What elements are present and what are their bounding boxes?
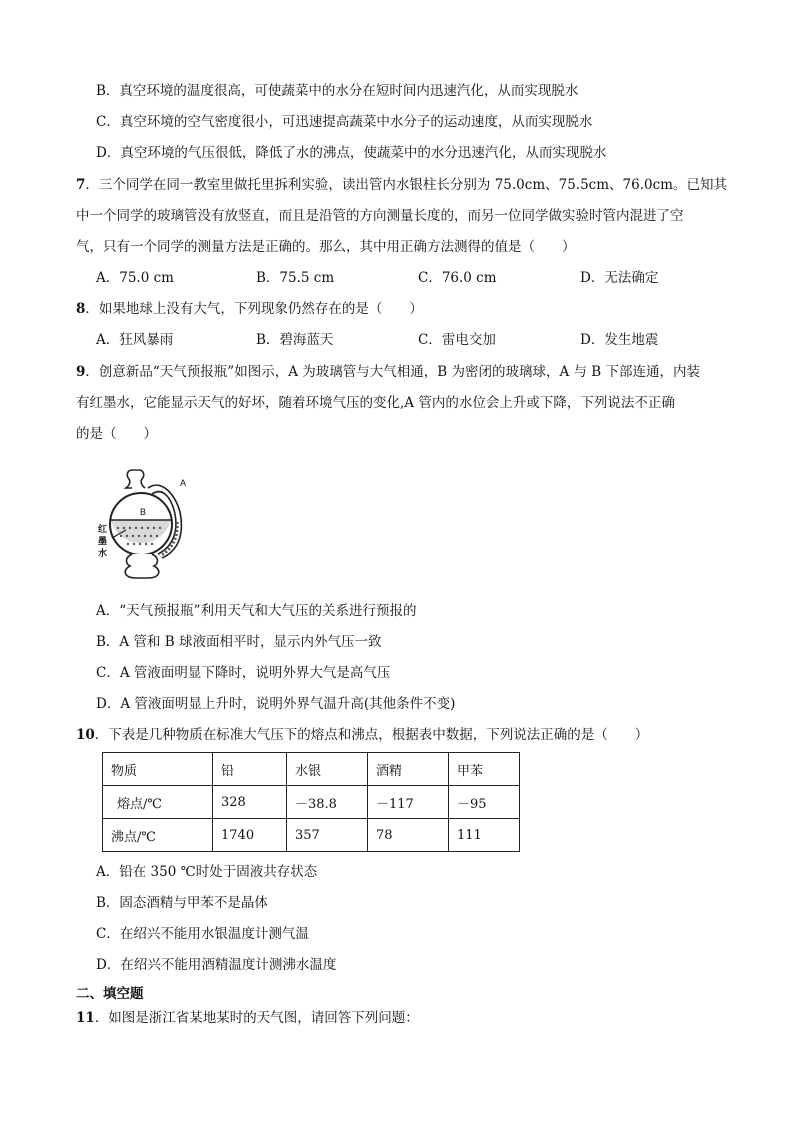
q10-number: 10 [76, 727, 95, 743]
table-header-cell: 酒精 [368, 753, 449, 786]
q9-option-a: A．“天气预报瓶”利用天气和大气压的关系进行预报的 [96, 603, 417, 619]
q9-line-3: 的是（ ） [76, 426, 157, 442]
q10-line-1 [76, 725, 648, 745]
table-header-row [103, 753, 520, 786]
q10-text-1: ．下表是几种物质在标准大气压下的熔点和沸点，根据表中数据，下列说法正确的是（ ） [94, 727, 649, 743]
q9-option-b: B．A 管和 B 球液面相平时，显示内外气压一致 [96, 634, 382, 650]
q7-option-c: C．76.0 cm [418, 270, 497, 286]
q9-option-c: C．A 管液面明显下降时，说明外界大气是高气压 [96, 665, 391, 681]
table-header-cell: 物质 [103, 753, 213, 786]
q6-option-c: C．真空环境的空气密度很小，可迅速提高蔬菜中水分子的运动速度，从而实现脱水 [96, 114, 593, 130]
q7-text-1: ．三个同学在同一教室里做托里拆利实验，读出管内水银柱长分别为 75.0cm、75.5cm、76.0cm。已知其 [85, 177, 727, 193]
label-b: B [140, 507, 147, 517]
q9-line-1 [76, 362, 700, 382]
q10-option-c: C．在绍兴不能用水银温度计测气温 [96, 926, 309, 942]
q9-text-1: ．创意新品“天气预报瓶”如图示，A 为玻璃管与大气相通，B 为密闭的玻璃球，A 与 B 下部连通，内装 [85, 364, 701, 380]
q6-option-b: B．真空环境的温度很高，可使蔬菜中的水分在短时间内迅速汽化，从而实现脱水 [96, 83, 579, 99]
section-title: 二、填空题 [76, 986, 144, 1002]
table-row [103, 819, 520, 852]
label-ink-3: 水 [98, 549, 108, 559]
table-cell: 沸点/℃ [103, 819, 213, 852]
q11-number: 11 [76, 1010, 95, 1026]
q9-option-d: D．A 管液面明显上升时，说明外界气温升高(其他条件不变) [96, 696, 456, 712]
q10-option-b: B．固态酒精与甲苯不是晶体 [96, 895, 268, 911]
q9-line-2: 有红墨水，它能显示天气的好坏，随着环境气压的变化,A 管内的水位会上升或下降，下列说法不正确 [76, 395, 675, 411]
table-header-cell: 铅 [213, 753, 287, 786]
table-cell: 78 [368, 819, 449, 852]
table-row [103, 786, 520, 819]
table-cell: 328 [213, 786, 287, 819]
q7-number: 7 [76, 177, 86, 193]
q6-option-d: D．真空环境的气压很低，降低了水的沸点，使蔬菜中的水分迅速汽化，从而实现脱水 [96, 145, 607, 161]
table-cell: 111 [449, 819, 520, 852]
melting-boiling-table [102, 752, 520, 852]
q8-text-1: ．如果地球上没有大气，下列现象仍然存在的是（ ） [85, 301, 423, 317]
q11-line-1 [76, 1008, 419, 1028]
q8-option-c: C．雷电交加 [418, 332, 496, 348]
q10-option-d: D．在绍兴不能用酒精温度计测沸水温度 [96, 957, 337, 973]
q9-number: 9 [76, 364, 86, 380]
table-cell: －38.8 [287, 786, 368, 819]
q10-option-a: A．铅在 350 ℃时处于固液共存状态 [96, 864, 318, 880]
q7-option-d: D．无法确定 [580, 270, 659, 286]
label-a: A [180, 478, 187, 488]
q8-option-b: B．碧海蓝天 [256, 332, 334, 348]
table-header-cell: 甲苯 [449, 753, 520, 786]
q7-option-b: B．75.5 cm [256, 270, 335, 286]
table-cell: 1740 [213, 819, 287, 852]
table-cell: 熔点/℃ [103, 786, 213, 819]
q7-line-2: 中一个同学的玻璃管没有放竖直，而且是沿管的方向测量长度的，而另一位同学做实验时管内混进了空 [76, 208, 684, 224]
table-cell: －117 [368, 786, 449, 819]
q7-line-1 [76, 175, 727, 195]
q11-text-1: ．如图是浙江省某地某时的天气图，请回答下列问题： [94, 1010, 419, 1026]
q8-line-1 [76, 299, 423, 319]
weather-bottle-diagram [96, 466, 192, 582]
q8-number: 8 [76, 301, 86, 317]
table-cell: －95 [449, 786, 520, 819]
q7-option-a: A．75.0 cm [96, 270, 174, 286]
q7-line-3: 气，只有一个同学的测量方法是正确的。那么，其中用正确方法测得的值是（ ） [76, 239, 576, 255]
label-ink-2: 墨 [98, 537, 108, 547]
weather-bottle-figure [96, 466, 192, 582]
table-cell: 357 [287, 819, 368, 852]
q8-option-a: A．狂风暴雨 [96, 332, 174, 348]
label-ink-1: 红 [98, 525, 108, 535]
table-header-cell: 水银 [287, 753, 368, 786]
q8-option-d: D．发生地震 [580, 332, 659, 348]
